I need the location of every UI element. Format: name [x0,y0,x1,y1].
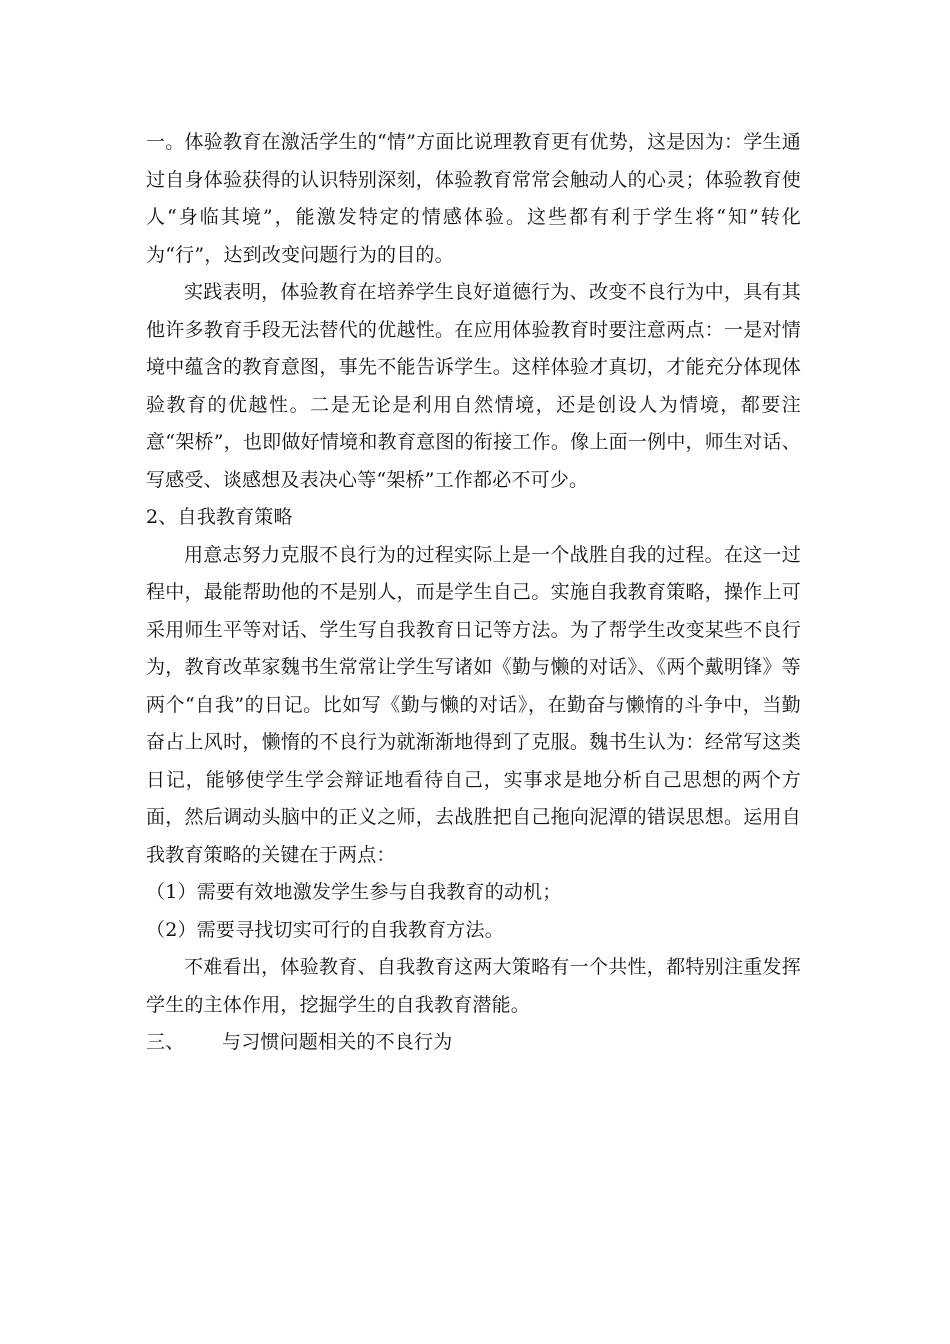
section-heading-3 [146,1024,801,1062]
section-number: 三、 [146,1031,185,1053]
list-item-1: （1）需要有效地激发学生参与自我教育的动机； [146,881,562,903]
list-item-2: （2）需要寻找切实可行的自我教育方法。 [146,918,504,941]
document-body [146,124,801,1062]
paragraph-2: 实践表明，体验教育在培养学生良好道德行为、改变不良行为中，具有其他许多教育手段无法替代的优越性。在应用体验教育时要注意两点：一是对情境中蕴含的教育意图，事先不能告诉学生。这样体验才真切，才能充分体现体验教育的优越性。二是无论是利用自然情境，还是创设人为情境，都要注意“架桥”，也即做好情境和教育意图的衔接工作。像上面一例中，师生对话、写感受、谈感想及表决心等“架桥”工作都必不可少。 [146,281,801,491]
paragraph-3: 用意志努力克服不良行为的过程实际上是一个战胜自我的过程。在这一过程中，最能帮助他的不是别人，而是学生自己。实施自我教育策略，操作上可采用师生平等对话、学生写自我教育日记等方法。为了帮学生改变某些不良行为，教育改革家魏书生常常让学生写诸如《勤与懒的对话》、《两个戴明锋》等两个“自我”的日记。比如写《勤与懒的对话》，在勤奋与懒惰的斗争中，当勤奋占上风时，懒惰的不良行为就渐渐地得到了克服。魏书生认为：经常写这类日记，能够使学生学会辩证地看待自己，实事求是地分析自己思想的两个方面，然后调动头脑中的正义之师，去战胜把自己拖向泥潭的错误思想。运用自我教育策略的关键在于两点： [146,543,801,866]
subheading-self-education: 2、自我教育策略 [146,506,293,528]
paragraph-1: 一。体验教育在激活学生的“情”方面比说理教育更有优势，这是因为：学生通过自身体验获得的认识特别深刻，体验教育常常会触动人的心灵；体验教育使人“身临其境”，能激发特定的情感体验。这些都有利于学生将“知”转化为“行”，达到改变问题行为的目的。 [146,131,801,266]
section-title: 与习惯问题相关的不良行为 [222,1031,453,1053]
paragraph-4: 不难看出，体验教育、自我教育这两大策略有一个共性，都特别注重发挥学生的主体作用，挖掘学生的自我教育潜能。 [146,956,801,1016]
